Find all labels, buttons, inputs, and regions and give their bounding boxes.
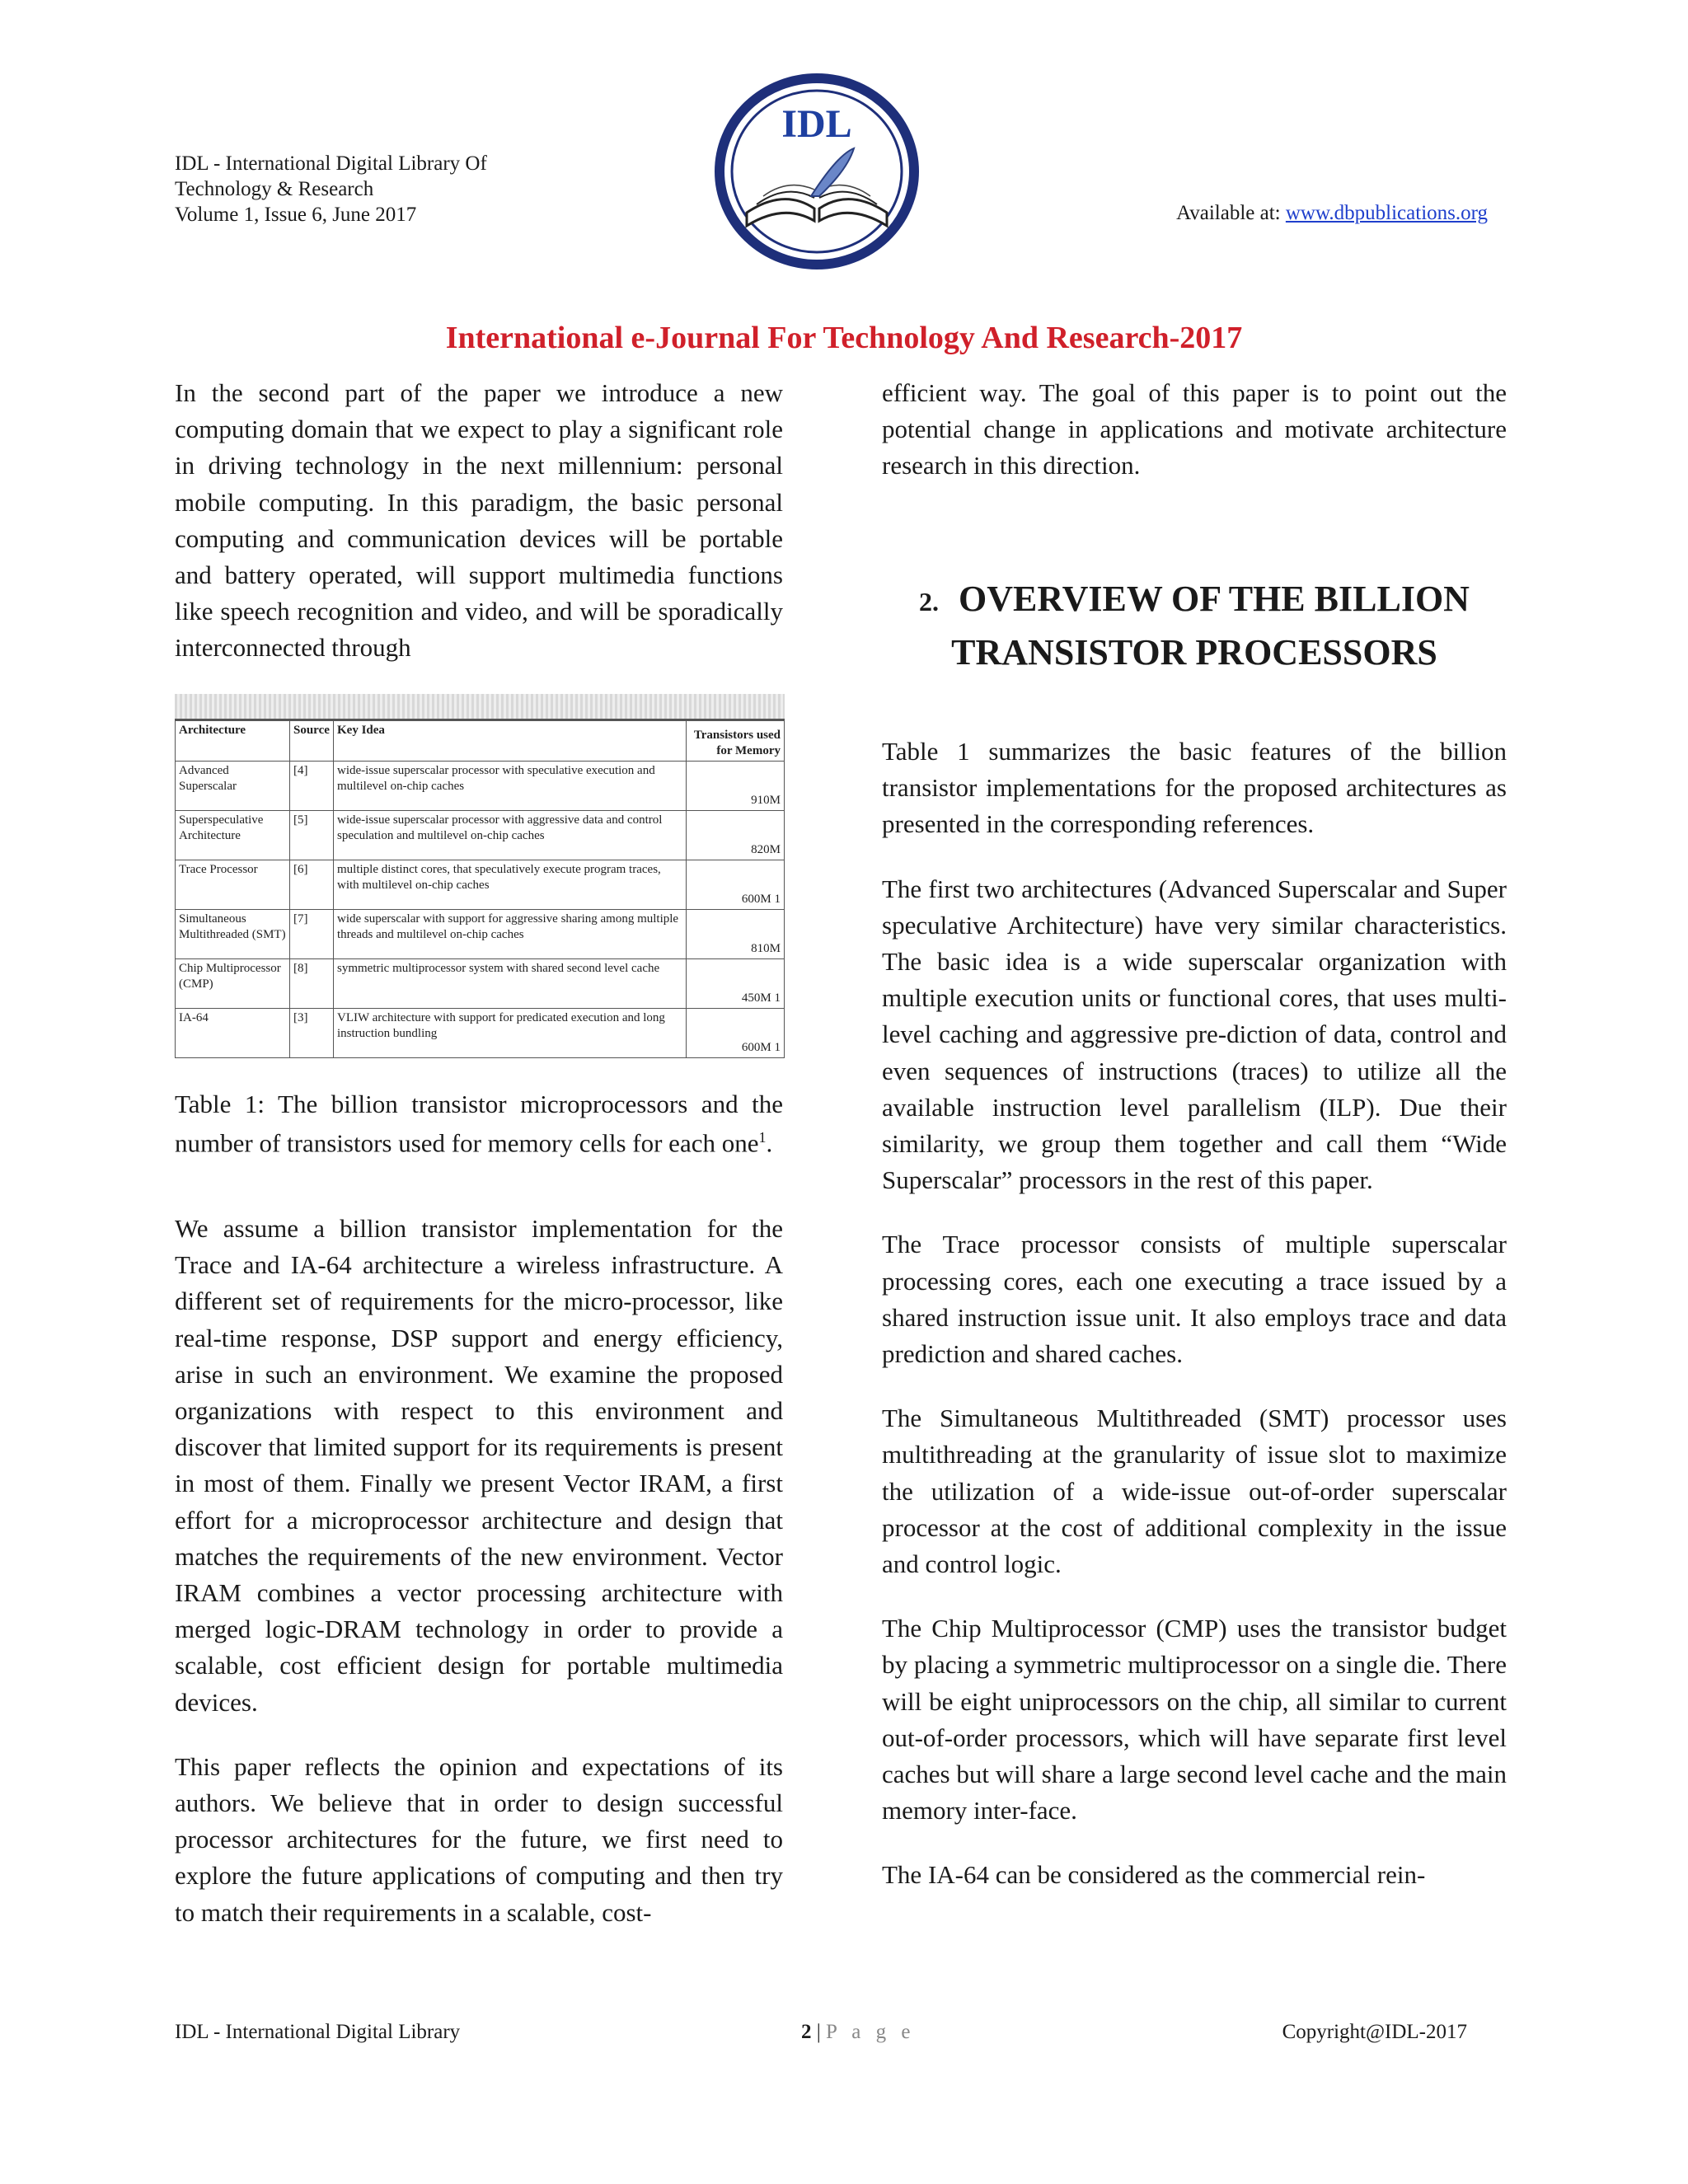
cell: wide superscalar with support for aggressive sharing among multiple threads and multilevel on-chip caches — [334, 910, 687, 959]
cell: Chip Multiprocessor (CMP) — [176, 959, 290, 1009]
cell: 910M — [687, 762, 785, 811]
paragraph: We assume a billion transistor implementation for the Trace and IA-64 architecture a wireless infrastructure. A different set of requirements for the micro-processor, like real-time response, DSP support and energy efficiency, arise in such an environment. We examine the proposed organizations with respect to this environment and discover that limited support for its requirements is present in most of them. Finally we present Vector IRAM, a first effort for a microprocessor architecture and design that matches the requirements of the new environment. Vector IRAM combines a vector processing architecture with merged logic-DRAM technology in order to provide a scalable, cost efficient design for portable multimedia devices. — [175, 1214, 783, 1717]
col-key-idea: Key Idea — [334, 721, 687, 762]
left-column-body — [175, 1211, 783, 1959]
paragraph: In the second part of the paper we introduce a new computing domain that we expect to play a significant role in driving technology in the next millennium: personal mobile computing. In this paradigm, the basic personal computing and communication devices will be portable and battery operated, will support multimedia functions like speech recognition and video, and will be sporadically interconnected through — [175, 378, 783, 663]
cell: Trace Processor — [176, 860, 290, 910]
cell: wide-issue superscalar processor with speculative execution and multilevel on-chip caches — [334, 762, 687, 811]
cell: 450M 1 — [687, 959, 785, 1009]
table-scan-border — [175, 694, 785, 720]
cell: multiple distinct cores, that speculatively execute program traces, with multilevel on-chip caches — [334, 860, 687, 910]
cell: [3] — [290, 1009, 334, 1058]
col-source: Source — [290, 721, 334, 762]
cell: [7] — [290, 910, 334, 959]
logo-text: IDL — [781, 102, 852, 146]
page-word: P a g e — [826, 2021, 916, 2043]
website-link[interactable]: www.dbpublications.org — [1285, 202, 1488, 224]
cell: [5] — [290, 811, 334, 860]
available-label: Available at: — [1176, 202, 1286, 224]
paragraph: The Chip Multiprocessor (CMP) uses the transistor budget by placing a symmetric multiprocessor on a single die. There will be eight uniprocessors on the chip, all similar to current out-of-order processors, which will have separate first level caches but will share a large second level cache and the main memory inter-face. — [882, 1614, 1507, 1825]
table-row — [176, 1009, 785, 1058]
table-row — [176, 860, 785, 910]
cell: Simultaneous Multithreaded (SMT) — [176, 910, 290, 959]
cell: wide-issue superscalar processor with aggressive data and control speculation and multilevel on-chip caches — [334, 811, 687, 860]
availability — [1176, 202, 1488, 225]
cell: [6] — [290, 860, 334, 910]
cell: VLIW architecture with support for predicated execution and long instruction bundling — [334, 1009, 687, 1058]
cell: Superspeculative Architecture — [176, 811, 290, 860]
cell: 600M 1 — [687, 860, 785, 910]
caption-end: . — [766, 1128, 773, 1158]
cell: symmetric multiprocessor system with shared second level cache — [334, 959, 687, 1009]
section-heading — [882, 574, 1507, 677]
right-column-body — [882, 733, 1507, 1922]
cell: IA-64 — [176, 1009, 290, 1058]
caption-text: Table 1: The billion transistor microprocessors and the number of transistors used for memory cells for each one — [175, 1090, 783, 1158]
table-row — [176, 762, 785, 811]
page-number: 2 — [801, 2021, 812, 2043]
section-number: 2. — [919, 587, 940, 616]
paragraph: This paper reflects the opinion and expectations of its authors. We believe that in order to design successful processor architectures for the future, we first need to explore the future applications of computing and then try to match their requirements in a scalable, cost- — [175, 1751, 783, 1927]
table-row — [176, 811, 785, 860]
cell: [4] — [290, 762, 334, 811]
table-header-row — [176, 721, 785, 762]
table-row — [176, 910, 785, 959]
paragraph: The Simultaneous Multithreaded (SMT) processor uses multithreading at the granularity of issue slot to maximize the utilization of a wide-issue out-of-order superscalar processor at the cost of additional complexity in the issue and control logic. — [882, 1404, 1507, 1579]
paragraph: Table 1 summarizes the basic features of the billion transistor implementations for the proposed architectures as presented in the corresponding references. — [882, 737, 1507, 839]
footer-copyright: Copyright@IDL-2017 — [1282, 2021, 1467, 2043]
table-caption — [175, 1088, 783, 1160]
architecture-table — [175, 694, 785, 1058]
caption-footnote-mark: 1 — [758, 1129, 767, 1146]
cell: 820M — [687, 811, 785, 860]
paragraph: The first two architectures (Advanced Superscalar and Super speculative Architecture) have very similar characteristics. The basic idea is a wide superscalar organization with multiple execution units or functional cores, that uses multi-level caching and aggressive pre-diction of data, control and even sequences of instructions (traces) to utilize all the available instruction level parallelism (ILP). Due their similarity, we group them together and call them “Wide Superscalar” processors in the rest of this paper. — [882, 874, 1507, 1195]
header-info — [175, 151, 487, 227]
col-transistors: Transistors used for Memory — [687, 721, 785, 762]
idl-logo — [714, 73, 920, 270]
page-separator: | — [811, 2021, 827, 2043]
paragraph: The Trace processor consists of multiple superscalar processing cores, each one executing a trace issued by a shared instruction issue unit. It also employs trace and data prediction and shared caches. — [882, 1230, 1507, 1369]
cell: [8] — [290, 959, 334, 1009]
paragraph: The IA-64 can be considered as the commercial rein- — [882, 1860, 1426, 1890]
right-column-intro — [882, 375, 1507, 485]
section-title: OVERVIEW OF THE BILLION TRANSISTOR PROCESSORS — [951, 579, 1470, 673]
cell: 810M — [687, 910, 785, 959]
paragraph: efficient way. The goal of this paper is to point out the potential change in applications and motivate architecture research in this direction. — [882, 378, 1507, 480]
footer-library: IDL - International Digital Library — [175, 2021, 461, 2043]
cell: 600M 1 — [687, 1009, 785, 1058]
header-line1: IDL - International Digital Library Of — [175, 152, 487, 175]
cell: Advanced Superscalar — [176, 762, 290, 811]
table-row — [176, 959, 785, 1009]
left-column-intro — [175, 375, 783, 667]
journal-title: International e-Journal For Technology And Research-2017 — [445, 321, 1243, 355]
header-line3: Volume 1, Issue 6, June 2017 — [175, 204, 417, 226]
header-line2: Technology & Research — [175, 178, 374, 200]
col-architecture: Architecture — [176, 721, 290, 762]
footer-page — [801, 2021, 915, 2044]
